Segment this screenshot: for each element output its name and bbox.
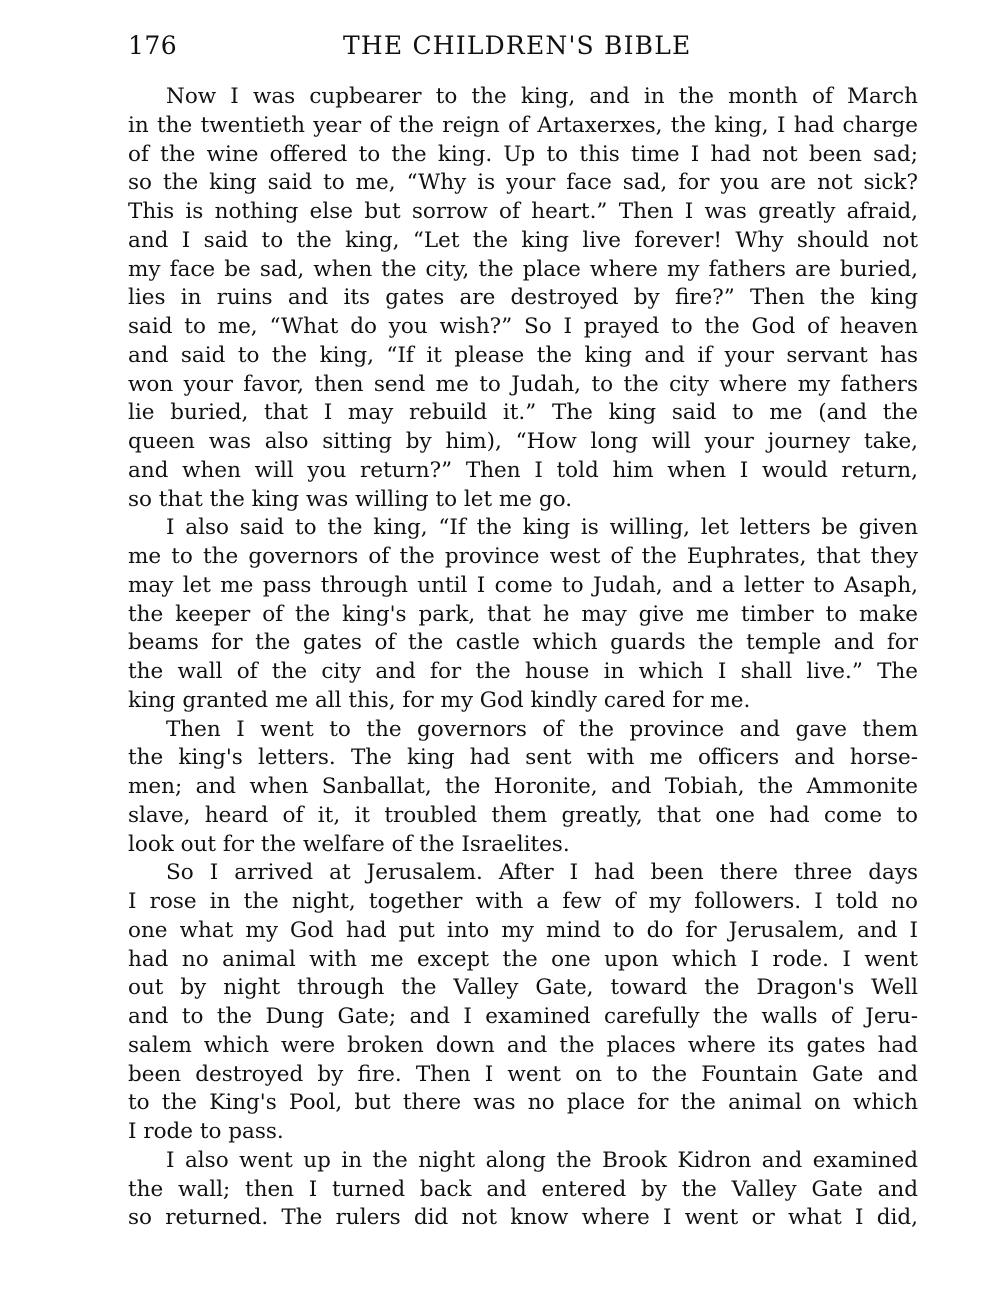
running-head (128, 28, 918, 64)
text-line: one what my God had put into my mind to do for Jerusalem, and I (128, 917, 918, 943)
text-line: lie buried, that I may rebuild it.” The king said to me (and the (128, 400, 918, 426)
text-line: I rode to pass. (128, 1119, 284, 1144)
text-line: may let me pass through until I come to Judah, and a letter to Asaph, (128, 572, 918, 598)
text-line: and when will you return?” Then I told him when I would return, (128, 457, 918, 483)
text-line: me to the governors of the province west of the Euphrates, that they (128, 544, 918, 569)
text-line: out by night through the Valley Gate, toward the Dragon's Well (128, 975, 918, 1001)
paragraph (128, 83, 918, 514)
text-line: and to the Dung Gate; and I examined carefully the walls of Jeru- (128, 1004, 918, 1029)
text-line: Now I was cupbearer to the king, and in the month of March (166, 84, 918, 109)
paragraph (128, 859, 918, 1147)
text-line: I also went up in the night along the Brook Kidron and examined (166, 1147, 918, 1173)
text-line: so returned. The rulers did not know where I went or what I did, (128, 1205, 918, 1231)
text-line: king granted me all this, for my God kindly cared for me. (128, 687, 751, 713)
text-line: won your favor, then send me to Judah, to the city where my fathers (128, 371, 918, 397)
text-line: slave, heard of it, it troubled them greatly, that one had come to (128, 802, 918, 828)
text-line: salem which were broken down and the places where its gates had (128, 1032, 918, 1058)
text-line: to the King's Pool, but there was no place for the animal on which (128, 1090, 918, 1116)
text-line: queen was also sitting by him), “How long will your journey take, (128, 429, 918, 454)
text-line: the king's letters. The king had sent with me officers and horse- (128, 745, 918, 771)
text-line: lies in ruins and its gates are destroyed by fire?” Then the king (128, 285, 918, 311)
running-title: THE CHILDREN'S BIBLE (343, 31, 692, 60)
body-text (128, 83, 918, 1233)
text-line: and I said to the king, “Let the king live forever! Why should not (128, 227, 918, 253)
text-line: had no animal with me except the one upon which I rode. I went (128, 946, 918, 972)
text-line: This is nothing else but sorrow of heart.” Then I was greatly afraid, (128, 199, 918, 224)
text-line: so that the king was willing to let me go. (128, 486, 573, 512)
text-line: the wall of the city and for the house in which I shall live.” The (128, 659, 918, 684)
paragraph (128, 1147, 918, 1233)
text-line: look out for the welfare of the Israelites. (128, 831, 570, 857)
text-line: beams for the gates of the castle which guards the temple and for (128, 630, 918, 656)
paragraph (128, 716, 918, 860)
text-line: and said to the king, “If it please the king and if your servant has (128, 342, 918, 368)
text-line: So I arrived at Jerusalem. After I had been there three days (166, 860, 918, 886)
page-number: 176 (128, 31, 178, 60)
paragraph (128, 514, 918, 715)
text-line: Then I went to the governors of the province and gave them (166, 716, 918, 742)
text-line: of the wine offered to the king. Up to this time I had not been sad; (128, 141, 918, 167)
text-line: I rose in the night, together with a few of my followers. I told no (128, 889, 918, 914)
text-line: been destroyed by fire. Then I went on to the Fountain Gate and (128, 1061, 918, 1087)
text-line: I also said to the king, “If the king is willing, let letters be given (166, 515, 918, 541)
text-line: the wall; then I turned back and entered by the Valley Gate and (128, 1176, 918, 1202)
text-line: the keeper of the king's park, that he may give me timber to make (128, 601, 918, 627)
text-line: my face be sad, when the city, the place where my fathers are buried, (128, 256, 918, 282)
text-line: said to me, “What do you wish?” So I prayed to the God of heaven (128, 314, 918, 339)
text-line: in the twentieth year of the reign of Artaxerxes, the king, I had charge (128, 112, 918, 138)
text-line: so the king said to me, “Why is your face sad, for you are not sick? (128, 170, 918, 196)
text-line: men; and when Sanballat, the Horonite, and Tobiah, the Ammonite (128, 774, 918, 799)
